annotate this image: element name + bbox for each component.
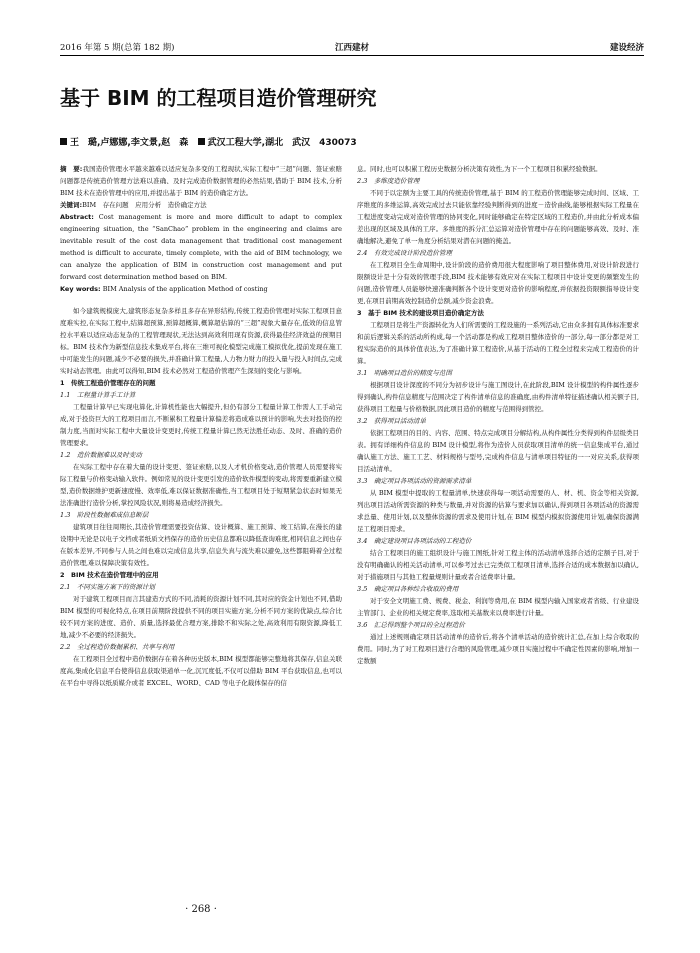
section-2-2-heading: 2.2 全过程造价数据累积、共享与利用 [60,643,175,651]
section-3-3-heading: 3.3 确定项目各项活动的资源需求清单 [357,477,472,485]
section-name: 建设经济 [609,43,644,53]
section-1-1-text: 工程量计算早已实现电算化,计算机性能也大幅提升,但仍有部分工程量计算工作需人工手动完成,对于投资巨大的工程项目而言,不断累积工程量计算偏差将造成难以预计的影响,失去对投资的控制力度,当面对实际工程中大量设计变更时,传统工程量计算已然无法胜任动态、及时、准确的造价管理要求。 [60,403,342,447]
section-1-3-heading: 1.3 阶段性数据难成信息断层 [60,511,149,519]
section-1-1-heading: 1.1 工程量计算手工计算 [60,391,136,399]
section-2-3-heading: 2.3 多维度造价管理 [357,177,420,185]
section-3-1-heading: 3.1 明确项目造价的精度与范围 [357,369,452,377]
section-1-3-text: 建筑项目往往周期长,其造价管理需要投资估算、设计概算、施工预算、竣工结算,在漫长的建设期中无论是以电子文档或者纸质文档保存的造价历史信息都难以降低查询难度,相同信息之间也存在版本差异,不同参与人员之间也难以完成信息共享,信息失真与流失难以避免,这些都阻碍着全过程造价管理,难以保障决策有效性。 [60,523,342,567]
author-names: 王 璐,卢娜娜,李文景,赵 森 [70,138,189,148]
section-3-heading: 3 基于 BIM 技术的建设项目造价确定方法 [357,309,484,317]
intro-paragraph: 如今建筑规模庞大,建筑形态复杂多样且多存在异形结构,传统工程造价管理对实际工程项目意度难实控,在实际工程中,结算超预算,预算超概算,概算超估算的“三超”现象大量存在,低效的信息管控水平难以适应动态复杂的工程管理现状,无法达到高效利用现有资源,获得最佳经济效益的预期目标。BIM 技术作为新型信息技术集成平台,将在三维可视化模型完成施工模拟优化,提前发现在施工中可能发生的问题,减少不必要的损失,并准确计算工程量,人力物力财力的投入量与投入时间点,完成实时动态管理。由此可以得知,BIM 技术必然对工程造价管理产生深刻的变化与影响。 [60,307,342,375]
article-title: 基于 BIM 的工程项目造价管理研究 [60,86,377,110]
authors-line [60,137,640,149]
issue-info: 2016 年第 5 期(总第 182 期) [60,43,175,53]
section-3-5-heading: 3.5 确定项目各种综合收取的费用 [357,585,459,593]
section-2-2-text: 在工程项目全过程中造价数据存在着各种历史版本,BIM 模型都能够完整地将其保存,信息关联度高,集成化信息平台使得信息获取渠道单一化,沉冗度低,不仅可以借助 BIM 平台获取信息,也可以在平台中寻得以纸质媒介或者 EXCEL、WORD、CAD 等电子化载体保存的信 [60,655,342,687]
abstract-en: Abstract: Cost management is more and more difficult to adapt to complex engineering situation, the “SanChao” problem in the engineering and claims are inevitable result of the cost data management that traditional cost management method is difficult to accurate, timely complete, with the aid of BIM technology, we can analyze the application of BIM in construction cost management and put forward cost determination method based on BIM. [60,213,342,281]
page-number: · 268 · [185,904,217,915]
section-3-6-text: 通过上述规则确定项目活动清单的造价后,将各个清单活动的造价统计汇总,在加上综合收取的费用。同时,为了对工程项目进行合理的风险管理,减少项目实施过程中不确定性因素的影响,增加一定数额 [357,633,639,665]
section-3-4-text: 结合工程项目的施工组织设计与施工图纸,针对工程主体的活动清单选择合适的定额子目,对于没有明确确认的相关活动清单,可以参考过去已完类似工程项目清单,选择合适的成本数据加以确认,对于措施项目与其他工程量规则计量或者合适费率计量。 [357,549,639,581]
section-2-heading: 2 BIM 技术在造价管理中的应用 [60,571,159,579]
section-3-3-text: 从 BIM 模型中提取的工程量清单,快速获得每一项活动需要的人、材、机、资金等相关资源,列出项目活动所需资源的种类与数量,并对资源的估算与要求加以确认,得到项目各项活动的资源需求总量、使用计划,以及整体资源的需求及使用计划,在 BIM 模型内模拟资源使用计划,确保资源满足工程项目需求。 [357,489,639,533]
section-3-text: 工程项目是将生产资源转化为人们所需要的工程设施的一系列活动,它由众多拥有具体标准要求和前后逻辑关系的活动所构成,每一个活动都是构成工程项目整体造价的一部分,每一部分都是对工程实际造价的具体价值表达,为了准确计算工程造价,从基于活动的工程全过程来完成工程造价的计算。 [357,321,639,365]
section-3-6-heading: 3.6 汇总得到整个项目的全过程造价 [357,621,465,629]
keywords-en: Key words: BIM Analysis of the application Method of costing [60,285,268,293]
section-1-2-heading: 1.2 造价数据难以及时变动 [60,451,142,459]
section-3-1-text: 根据项目设计深度的不同分为初步设计与施工图设计,在此阶段,BIM 设计模型的构件属性逐步得到确认,构件信息精度与范围决定了构件清单信息的准确度,由构件清单特征描述确认相关额子目,获得项目工程量与价格数据,因此项目造价的精度与范围得到管控。 [357,381,639,413]
keywords-cn: 关键词:BIM 存在问题 应用分析 造价确定方法 [60,201,207,209]
left-column [60,163,342,689]
section-2-4-heading: 2.4 有效完成设计阶段造价管理 [357,249,452,257]
section-3-2-heading: 3.2 获得项目活动清单 [357,417,426,425]
affiliation: 武汉工程大学,湖北 武汉 430073 [207,138,357,148]
square-bullet-icon [60,138,67,145]
running-header [60,41,644,56]
section-3-4-heading: 3.4 确定建设项目各项活动的工程造价 [357,537,472,545]
abstract-cn: 摘 要:我国造价管理水平越来越难以适应复杂多变的工程现状,实际工程中“三超”问题、签证索赔问题都是传统造价管理方法难以准确、及时完成造价数据管理的必然结果,借助于 BIM 技术,分析 BIM 技术在造价管理中的应用,并提出基于 BIM 的造价确定方法。 [60,165,342,197]
section-2-1-heading: 2.1 不同实施方案下的资源计划 [60,583,155,591]
continued-paragraph: 息。同时,也可以积累工程历史数据分析决策有效性,为下一个工程项目积累经验数据。 [357,165,602,173]
section-1-2-text: 在实际工程中存在着大量的设计变更、签证索赔,以及人才机价格变动,造价管理人员需要将实际工程量与价格变动输入软件。例如常见的设计变更引发的造价软件模型的变动,将需要重新建立模型,造价数据维护更新速度慢、效率低,难以保证数据准确性,当工程项目处于短期紧急状态时如果无法准确进行造价分析,掌控风险状况,则将易造成经济损失。 [60,463,342,507]
section-2-3-text: 不同于以定额为主要工具的传统造价管理,基于 BIM 的工程造价管理能够完成时间、区域、工序维度的多维运算,高效完成过去只能依靠经验判断得到的进度－造价曲线,能够根据实际工程量在工程进度变动完成对造价管理的协同变化,同时能够确定在特定区域的工程造价,并由此分析成本偏差出现的区域及具体的工序。多维度的拆分汇总运算对造价管理中存在的问题能够高效、及时、准确地解决,避免了单一角度分析结果对潜在问题的掩盖。 [357,189,639,245]
section-3-2-text: 依据工程项目的目的、内容、范围、特点完成项目分解结构,从构件属性分类得到构件层级类目表。拥有详细构件信息的 BIM 设计模型,将作为造价人员获取项目清单的统一信息集成平台,通过确认施工方法、施工工艺、材料规格与型号,完成构件信息与清单项目特征的一一对应关系,获得项目活动清单。 [357,429,639,473]
right-column [357,163,639,667]
section-1-heading: 1 传统工程造价管理存在的问题 [60,379,156,387]
section-2-1-text: 对于建筑工程项目而言其建造方式的不同,消耗的资源计划不同,其对应的资金计划也不同,借助 BIM 模型的可视化特点,在项目前期阶段提供不同的项目实施方案,分析不同方案的优缺点,综合比较不同方案的进度、造价、质量,选择最优合理方案,排除不和实际之处,高效利用有限资源,降低工地,减少不必要的经济损失。 [60,595,342,639]
section-2-4-text: 在工程项目全生命周期中,设计阶段的造价费用很大程度影响了项目整体费用,对设计阶段进行限额设计是十分有效的管理手段,BIM 技术能够有效应对在实际工程项目中设计变更的频繁发生的问题,造价管理人员能够快速准确判断各个设计变更对造价的影响程度,并依据投资限额指导设计变更,在项目前期高效控制造价总额,减少资金浪费。 [357,261,639,305]
spacer [60,295,342,305]
journal-name: 江西建材 [334,43,369,53]
section-3-5-text: 对于安全文明施工费、规费、税金、利润等费用,在 BIM 模型内输入国家或者省级、行业建设主管部门、企业的相关规定费率,选取相关基数来以费率进行计量。 [357,597,639,617]
square-bullet-icon [198,138,205,145]
